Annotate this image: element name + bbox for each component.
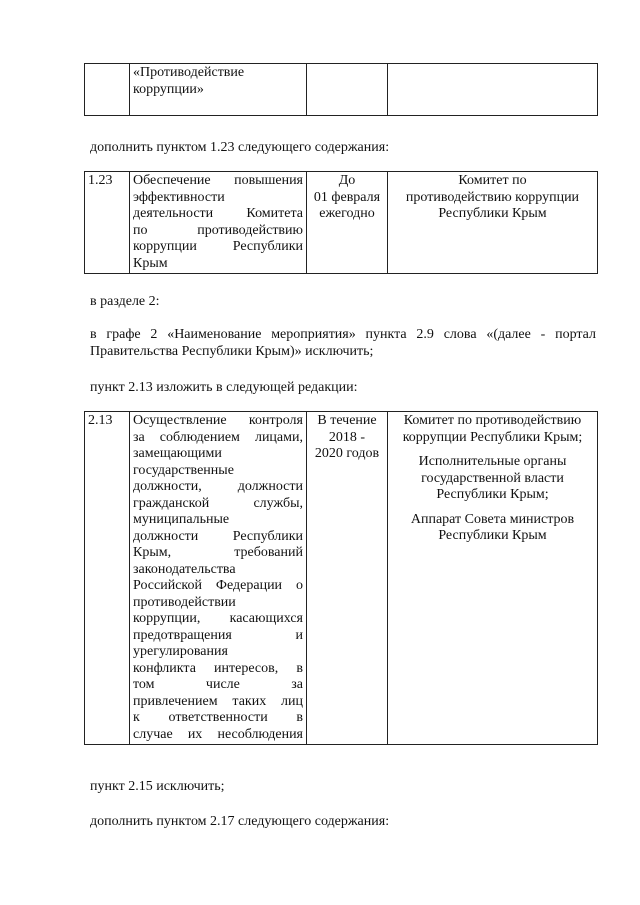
cell-text: Осуществление контроля (133, 413, 303, 428)
cell-text: До (338, 173, 356, 188)
cell-num (85, 64, 130, 116)
paragraph-item-2-13: пункт 2.13 изложить в следующей редакции: (90, 380, 358, 395)
cell-term (307, 64, 388, 116)
cell-text: противодействии (133, 594, 236, 610)
cell-text: Республики Крым (438, 206, 547, 221)
cell-text: должности, должности (133, 479, 303, 494)
cell-text: Комитет по (458, 173, 527, 188)
cell-term (307, 172, 388, 274)
cell-text: Республики Крым; (436, 487, 549, 502)
cell-text: законодательства (133, 561, 236, 577)
cell-text: коррупции» (133, 81, 204, 97)
paragraph-line: Правительства Республики Крым)» исключить; (90, 344, 374, 359)
cell-text: за соблюдением лицами, (133, 429, 303, 445)
cell-text: гражданской службы, (133, 495, 303, 511)
cell-text: государственные (133, 462, 234, 478)
cell-text: 2020 годов (314, 446, 380, 461)
cell-text: конфликта интересов, в (133, 660, 303, 676)
cell-text: Республики Крым (438, 528, 547, 543)
cell-num: 1.23 (85, 172, 130, 274)
cell-text: предотвращения и (133, 627, 303, 643)
cell-text: по противодействию (133, 222, 303, 238)
cell-text: «Противодействие (133, 65, 245, 80)
cell-text: муниципальные (133, 512, 230, 527)
cell-text: Российской Федерации о (133, 578, 303, 593)
cell-text: 2018 - (328, 429, 366, 445)
paragraph-add-2-17: дополнить пунктом 2.17 следующего содержания: (90, 814, 390, 829)
cell-text: Исполнительные органы (418, 454, 567, 469)
table-row (85, 412, 598, 745)
cell-text: том числе за (133, 677, 303, 692)
cell-text: коррупции, касающихся (133, 611, 303, 626)
cell-text: коррупции Республики Крым; (402, 429, 583, 445)
cell-name (130, 64, 307, 116)
cell-text: коррупции Республики (133, 239, 303, 254)
cell-text: деятельности Комитета (133, 206, 303, 221)
cell-name (130, 412, 307, 745)
table-fragment-top (84, 63, 598, 116)
paragraph-add-1-23: дополнить пунктом 1.23 следующего содержания: (90, 140, 390, 155)
table-row (85, 64, 598, 116)
cell-text: к ответственности в (133, 710, 303, 725)
table-item-2-13 (84, 411, 598, 745)
cell-text: В течение (317, 413, 377, 428)
paragraph-line: в графе 2 «Наименование мероприятия» пункта 2.9 слова «(далее - портал (90, 327, 596, 342)
cell-text: государственной власти (421, 470, 564, 486)
cell-text: случае их несоблюдения (133, 726, 303, 742)
cell-name (130, 172, 307, 274)
cell-text: Крым (133, 255, 168, 271)
cell-text: замещающими (133, 446, 222, 461)
cell-text: урегулирования (133, 644, 228, 659)
cell-executor (388, 64, 598, 116)
spacer (391, 504, 594, 512)
table-row (85, 172, 598, 274)
cell-text: Крым, требований (133, 545, 303, 560)
cell-term (307, 412, 388, 745)
cell-executor (388, 412, 598, 745)
spacer (391, 446, 594, 454)
cell-text: Обеспечение повышения (133, 173, 303, 188)
paragraph-section-2: в разделе 2: (90, 294, 160, 309)
cell-text: ежегодно (319, 206, 375, 221)
cell-text: привлечением таких лиц (133, 693, 303, 709)
paragraph-column-2-9 (90, 326, 596, 360)
cell-executor (388, 172, 598, 274)
cell-text: 01 февраля (313, 189, 381, 205)
cell-num: 2.13 (85, 412, 130, 745)
cell-text: Комитет по противодействию (403, 413, 582, 428)
cell-text: эффективности (133, 189, 225, 205)
cell-text: противодействию коррупции (405, 189, 580, 205)
paragraph-item-2-15: пункт 2.15 исключить; (90, 779, 225, 794)
cell-text: Аппарат Совета министров (410, 511, 575, 527)
table-item-1-23 (84, 171, 598, 274)
cell-text: должности Республики (133, 528, 303, 544)
